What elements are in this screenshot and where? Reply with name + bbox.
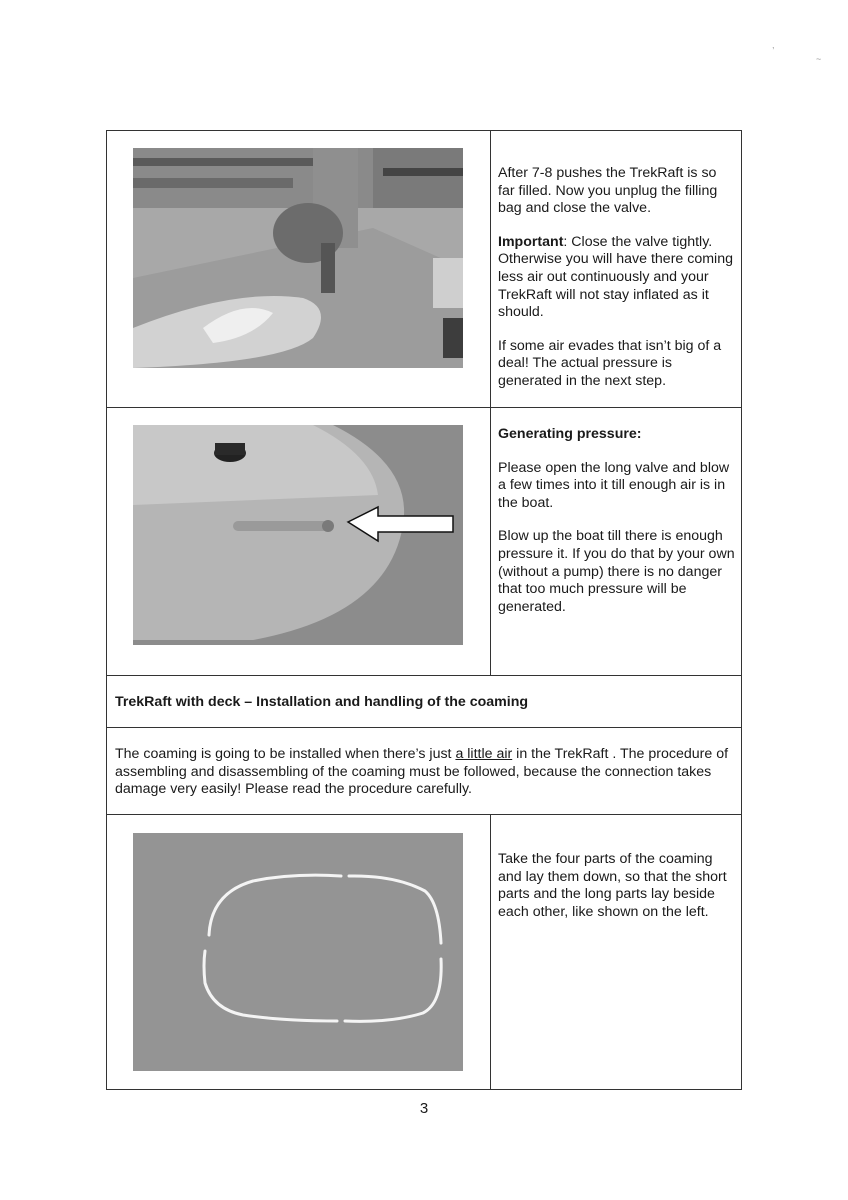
air-evades-paragraph: If some air evades that isn’t big of a deal! The actual pressure is generated in the next step. [498, 337, 722, 389]
photo-coaming-parts [133, 833, 463, 1071]
intro-text-b: in the TrekRaft . The procedure of assembling and disassembling of the coaming must be followed, because the connection takes damage very easily! Please read the procedure carefully. [115, 746, 729, 798]
step-filled-paragraph: After 7-8 pushes the TrekRaft is so far filled. Now you unplug the filling bag and close the valve. [498, 165, 718, 217]
coaming-parts-paragraph: Take the four parts of the coaming and lay them down, so that the short parts and the long parts lay beside each other, like shown on the left. [498, 851, 727, 920]
intro-text-a: The coaming is going to be installed when there’s just [115, 746, 456, 762]
generating-pressure-heading: Generating pressure: [498, 426, 642, 442]
row-divider [106, 407, 742, 408]
coaming-intro-paragraph [115, 746, 735, 799]
row-divider [106, 814, 742, 815]
scan-speck: , [772, 40, 775, 50]
important-label: Important [498, 233, 564, 250]
intro-underlined: a little air [455, 746, 513, 762]
row-divider [106, 675, 742, 676]
column-divider [490, 814, 491, 1090]
step-filled-text [498, 165, 736, 407]
row-divider [106, 727, 742, 728]
blow-up-paragraph: Blow up the boat till there is enough pressure it. If you do that by your own (without a pump) there is no danger that too much pressure will be generated. [498, 528, 735, 615]
open-valve-paragraph: Please open the long valve and blow a few times into it till enough air is in the boat. [498, 459, 730, 511]
generating-pressure-text [498, 426, 736, 632]
coaming-section-heading: TrekRaft with deck – Installation and handling of the coaming [115, 694, 529, 710]
photo-filling-bag [133, 148, 463, 368]
scan-speck: ~ [816, 54, 822, 64]
important-text: : Close the valve tightly. Otherwise you will have there coming less air out continuously and your TrekRaft will not stay inflated as it should. [498, 233, 733, 321]
page-number: 3 [419, 1100, 429, 1117]
photo-long-valve [133, 425, 463, 645]
important-paragraph [498, 234, 736, 322]
column-divider [490, 130, 491, 676]
coaming-parts-text [498, 851, 736, 937]
